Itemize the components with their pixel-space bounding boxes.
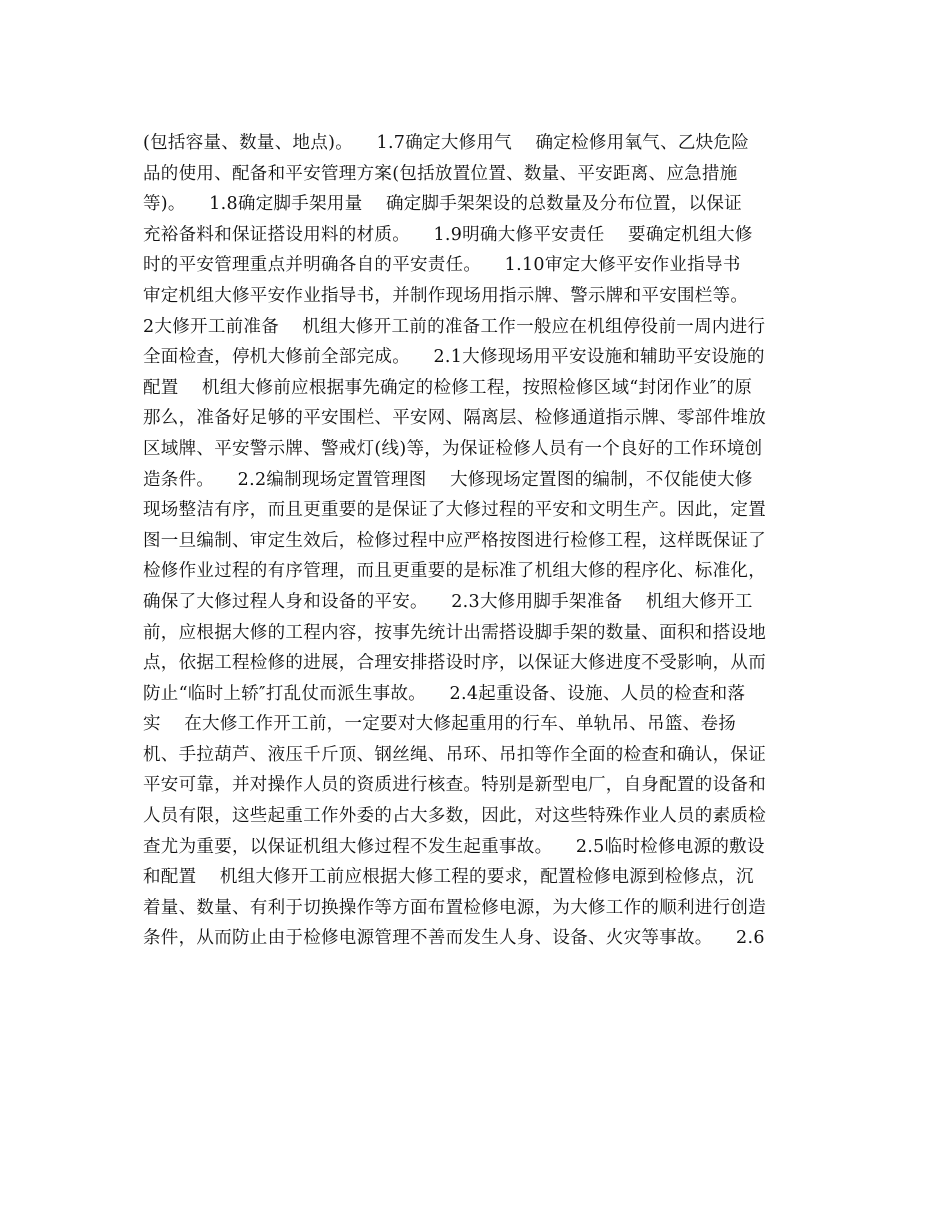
text-line: 检修作业过程的有序管理，而且更重要的是标准了机组大修的程序化、标准化， <box>143 561 766 582</box>
text-line: 充裕备料和保证搭设用料的材质。 1.9明确大修平安责任 要确定机组大修 <box>143 224 753 245</box>
text-line: 确保了大修过程人身和设备的平安。 2.3大修用脚手架准备 机组大修开工 <box>143 591 753 612</box>
text-line: 前，应根据大修的工程内容，按事先统计出需搭设脚手架的数量、面积和搭设地 <box>143 622 766 643</box>
text-line: 时的平安管理重点并明确各自的平安责任。 1.10审定大修平安作业指导书 <box>143 255 741 276</box>
text-line: 图一旦编制、审定生效后，检修过程中应严格按图进行检修工程，这样既保证了 <box>143 530 766 551</box>
text-line: 品的使用、配备和平安管理方案(包括放置位置、数量、平安距离、应急措施 <box>143 163 738 184</box>
text-line: 查尤为重要，以保证机组大修过程不发生起重事故。 2.5临时检修电源的敷设 <box>143 836 765 857</box>
text-line: 人员有限，这些起重工作外委的占大多数，因此，对这些特殊作业人员的素质检 <box>143 806 766 827</box>
text-line: 和配置 机组大修开工前应根据大修工程的要求，配置检修电源到检修点，沉 <box>143 867 754 888</box>
text-line: 点，依据工程检修的进展，合理安排搭设时序，以保证大修进度不受影响，从而 <box>143 653 766 674</box>
text-line: 那么，准备好足够的平安围栏、平安网、隔离层、检修通道指示牌、零部件堆放 <box>143 408 766 429</box>
text-line: 审定机组大修平安作业指导书，并制作现场用指示牌、警示牌和平安围栏等。 <box>143 285 749 306</box>
text-line: 配置 机组大修前应根据事先确定的检修工程，按照检修区域“封闭作业″的原 <box>143 377 753 398</box>
text-line: 造条件。 2.2编制现场定置管理图 大修现场定置图的编制，不仅能使大修 <box>143 469 753 490</box>
text-line: 条件，从而防止由于检修电源管理不善而发生人身、设备、火灾等事故。 2.6 <box>143 928 765 949</box>
text-line: 机、手拉葫芦、液压千斤顶、钢丝绳、吊环、吊扣等作全面的检查和确认，保证 <box>143 744 766 765</box>
text-line: 全面检查，停机大修前全部完成。 2.1大修现场用平安设施和辅助平安设施的 <box>143 347 765 368</box>
text-line: 着量、数量、有利于切换操作等方面布置检修电源，为大修工作的顺利进行创造 <box>143 897 766 918</box>
text-line: (包括容量、数量、地点)。 1.7确定大修用气 确定检修用氧气、乙炔危险 <box>143 133 750 153</box>
text-line: 等)。 1.8确定脚手架用量 确定脚手架架设的总数量及分布位置，以保证 <box>143 194 742 215</box>
text-line: 2大修开工前准备 机组大修开工前的准备工作一般应在机组停役前一周内进行 <box>143 316 766 337</box>
text-line: 防止“临时上轿″打乱仗而派生事故。 2.4起重设备、设施、人员的检查和落 <box>143 683 746 704</box>
text-line: 实 在大修工作开工前，一定要对大修起重用的行车、单轨吊、吊篮、卷扬 <box>143 714 737 735</box>
text-line: 平安可靠，并对操作人员的资质进行核查。特别是新型电厂，自身配置的设备和 <box>143 775 766 796</box>
body-text <box>143 128 813 954</box>
text-line: 现场整洁有序，而且更重要的是保证了大修过程的平安和文明生产。因此，定置 <box>143 500 766 521</box>
text-line: 区域牌、平安警示牌、警戒灯(线)等，为保证检修人员有一个良好的工作环境创 <box>143 438 763 459</box>
